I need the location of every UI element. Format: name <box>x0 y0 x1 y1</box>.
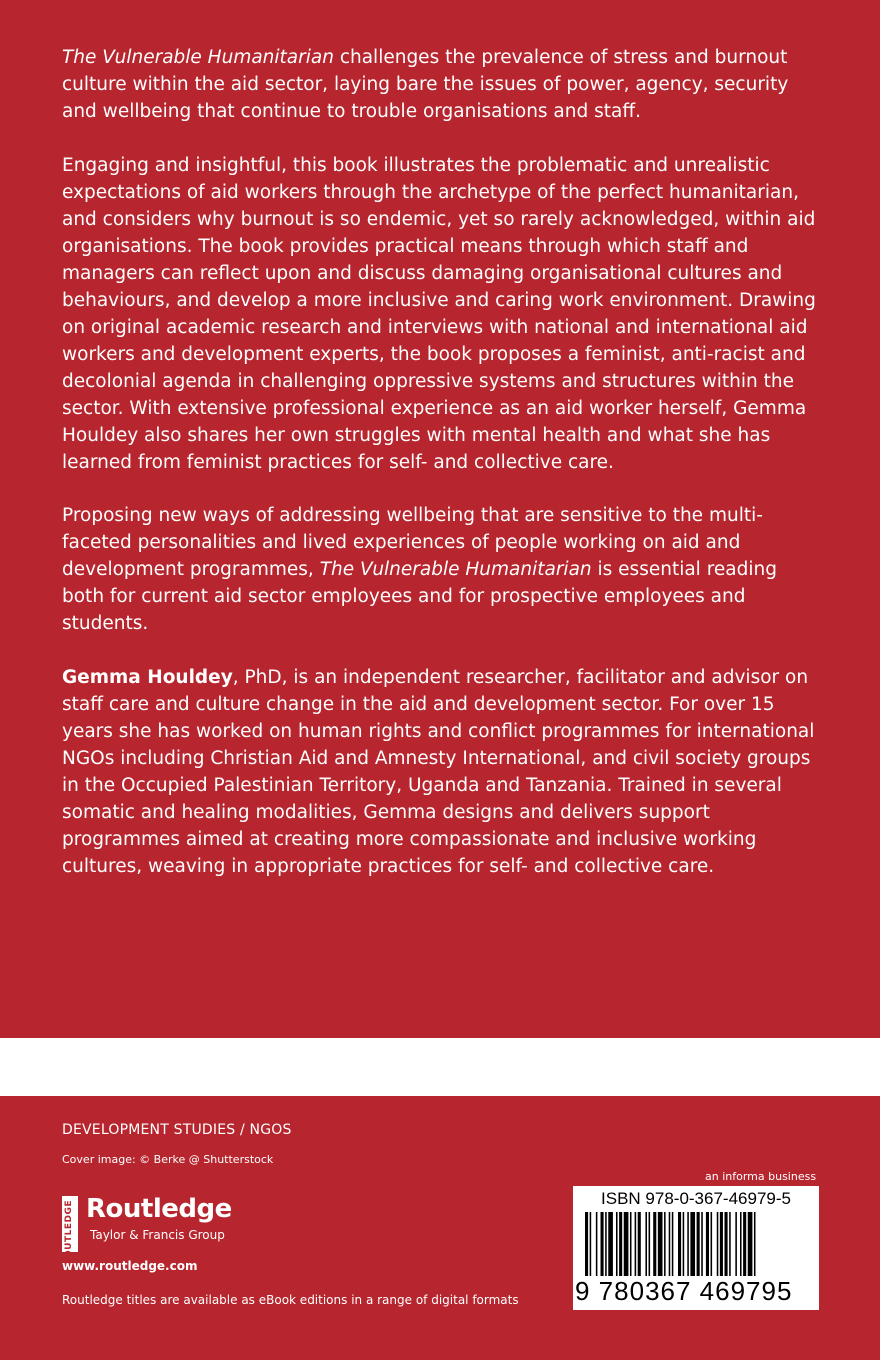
blurb-paragraph-1: The Vulnerable Humanitarian challenges the prevalence of stress and burnout culture within the aid sector, laying bare the issues of power, agency, security and wellbeing that continue to trouble organisations and staff. <box>62 47 789 122</box>
white-band <box>0 1038 880 1096</box>
routledge-mark-icon: ROUTLEDGE <box>62 1196 78 1252</box>
blurb-paragraph-2: Engaging and insightful, this book illustrates the problematic and unrealistic expectations of aid workers through the archetype of the perfect humanitarian, and considers why burnout is so endemic, yet so rarely acknowledged, within aid organisations. The book provides practical means through which staff and managers can reflect upon and discuss damaging organisational cultures and behaviours, and develop a more inclusive and caring work environment. Drawing on original academic research and interviews with national and international aid workers and development experts, the book proposes a feminist, anti-racist and decolonial agenda in challenging oppressive systems and structures within the sector. With extensive professional experience as an aid worker herself, Gemma Houldey also shares her own struggles with mental health and what she has learned from feminist practices for self- and collective care. <box>62 155 816 473</box>
ebook-note: Routledge titles are available as eBook editions in a range of digital formats <box>62 1293 519 1307</box>
isbn-barcode <box>573 1186 819 1310</box>
author-bio: Gemma Houldey, PhD, is an independent researcher, facilitator and advisor on staff care and culture change in the aid and development sector. For over 15 years she has worked on human rights and conflict programmes for international NGOs including Christian Aid and Amnesty International, and civil society groups in the Occupied Palestinian Territory, Uganda and Tanzania. Trained in several somatic and healing modalities, Gemma designs and delivers support programmes aimed at creating more compassionate and inclusive working cultures, weaving in appropriate practices for self- and collective care. <box>62 667 815 877</box>
cover-credit: Cover image: © Berke @ Shutterstock <box>62 1153 274 1166</box>
book-title-italic: The Vulnerable Humanitarian <box>62 47 334 68</box>
isbn-label: ISBN 978-0-367-46979-5 <box>601 1189 791 1208</box>
publisher-name: Routledge <box>86 1194 232 1224</box>
publisher-group: Taylor & Francis Group <box>90 1228 225 1242</box>
blurb-paragraph-3: Proposing new ways of addressing wellbeing that are sensitive to the multi-faceted personalities and lived experiences of people working on aid and development programmes, The Vulnerable Humanitarian is essential reading both for current aid sector employees and for prospective employees and students. <box>62 505 777 634</box>
author-name: Gemma Houldey <box>62 667 233 688</box>
barcode-digits: 9 780367 469795 <box>575 1276 793 1306</box>
subject-category: DEVELOPMENT STUDIES / NGOS <box>62 1122 292 1138</box>
informa-tagline: an informa business <box>705 1170 817 1183</box>
publisher-url[interactable]: www.routledge.com <box>62 1259 198 1273</box>
book-title-italic: The Vulnerable Humanitarian <box>319 559 592 580</box>
